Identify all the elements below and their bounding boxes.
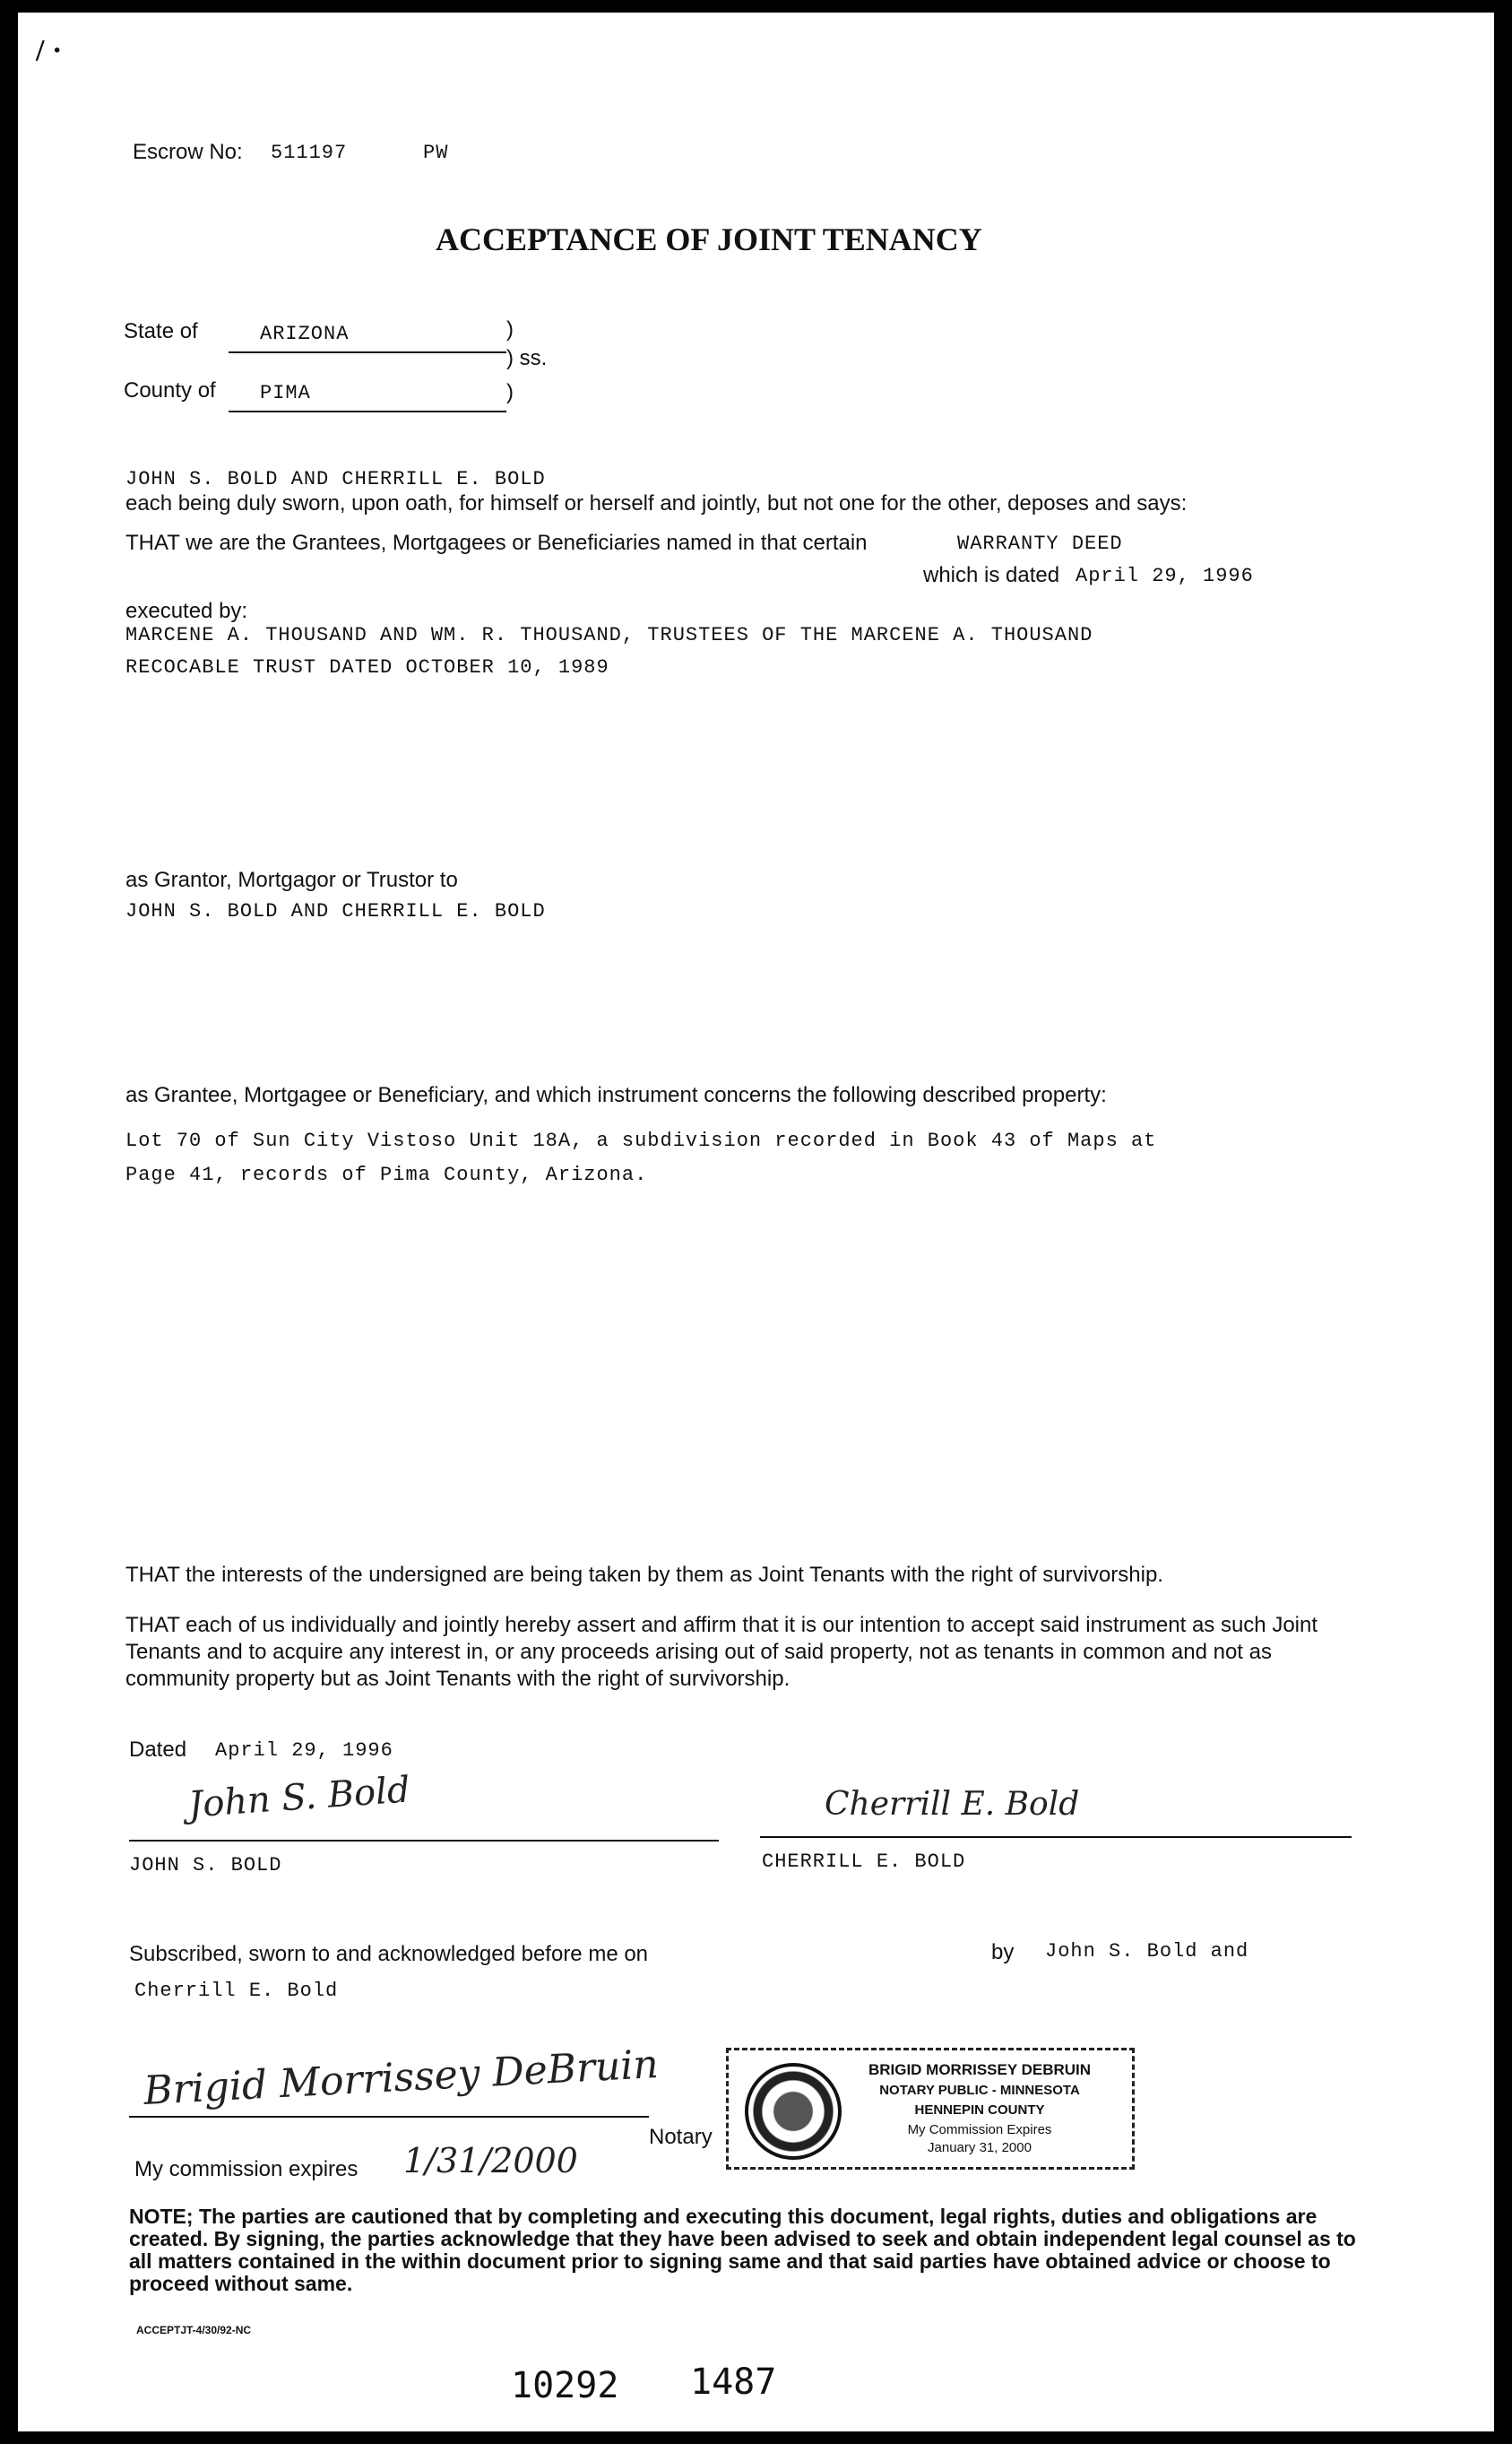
by-names-1: John S. Bold and [1045, 1940, 1249, 1963]
that-text: THAT we are the Grantees, Mortgagees or Beneficiaries named in that certain [125, 531, 868, 555]
executed-line-2: RECOCABLE TRUST DATED OCTOBER 10, 1989 [125, 656, 609, 679]
county-value: PIMA [260, 382, 311, 404]
affiant-names: JOHN S. BOLD AND CHERRILL E. BOLD [125, 468, 546, 490]
right-signature-line [760, 1836, 1352, 1838]
escrow-number: 511197 [271, 142, 348, 164]
left-signer-name: JOHN S. BOLD [129, 1854, 282, 1876]
grantee-names: JOHN S. BOLD AND CHERRILL E. BOLD [125, 900, 546, 923]
grantor-label: as Grantor, Mortgagor or Trustor to [125, 868, 458, 892]
commission-label: My commission expires [134, 2157, 359, 2181]
executed-line-1: MARCENE A. THOUSAND AND WM. R. THOUSAND, TRUSTEES OF THE MARCENE A. THOUSAND [125, 624, 1093, 646]
john-bold-signature: John S. Bold [186, 1769, 411, 1826]
notary-stamp [726, 2048, 1135, 2170]
notary-seal-icon [745, 2063, 842, 2160]
legal-note: NOTE; The parties are cautioned that by completing and executing this document, legal rights, duties and obligations are created. By signing, the parties acknowledge that they have been advised to seek and obtain independent legal counsel as to all matters contained in the within document prior to signing same and that said parties have obtained advice or choose to proceed without same. [129, 2205, 1356, 2295]
corner-mark: / · [36, 34, 63, 67]
county-line [229, 411, 506, 412]
dated-signature-label: Dated [129, 1738, 187, 1762]
escrow-label: Escrow No: [133, 140, 243, 164]
state-line [229, 351, 506, 353]
notary-signature-line [129, 2116, 649, 2118]
stamp-line-4: January 31, 2000 [928, 2140, 1032, 2155]
property-label: as Grantee, Mortgagee or Beneficiary, and which instrument concerns the following described property: [125, 1083, 1107, 1107]
venue-ss: ) ss. [506, 346, 548, 370]
assert-clause: THAT each of us individually and jointly hereby assert and affirm that it is our intention to accept said instrument as such Joint Tenants and to acquire any interest in, or any proceeds arising out of said property, not as tenants in common and not as community property but as Joint Tenants with the right of survivorship. [125, 1613, 1318, 1691]
notary-label: Notary [649, 2125, 713, 2149]
form-code: ACCEPTJT-4/30/92-NC [136, 2324, 252, 2336]
executed-label: executed by: [125, 599, 248, 623]
venue-paren-1: ) [506, 317, 514, 342]
dated-signature-value: April 29, 1996 [215, 1739, 393, 1762]
property-line-1: Lot 70 of Sun City Vistoso Unit 18A, a subdivision recorded in Book 43 of Maps at [125, 1130, 1157, 1152]
instrument-type: WARRANTY DEED [957, 533, 1123, 555]
record-number-1: 10292 [511, 2365, 619, 2406]
document-page [18, 13, 1494, 2431]
state-value: ARIZONA [260, 323, 350, 345]
stamp-line-2: HENNEPIN COUNTY [914, 2102, 1045, 2118]
instrument-date: April 29, 1996 [1076, 565, 1254, 587]
dated-label: which is dated [923, 563, 1060, 587]
interest-clause: THAT the interests of the undersigned are being taken by them as Joint Tenants with the right of survivorship. [125, 1563, 1163, 1587]
escrow-initials: PW [423, 142, 449, 164]
by-label: by [991, 1940, 1015, 1964]
property-line-2: Page 41, records of Pima County, Arizona. [125, 1164, 648, 1186]
subscribed-text: Subscribed, sworn to and acknowledged before me on [129, 1942, 649, 1966]
notary-signature: Brigid Morrissey DeBruin [143, 2041, 660, 2115]
venue-paren-2: ) [506, 380, 514, 404]
record-number-2: 1487 [690, 2362, 777, 2403]
document-title: ACCEPTANCE OF JOINT TENANCY [436, 221, 982, 257]
left-signature-line [129, 1840, 719, 1842]
sworn-text: each being duly sworn, upon oath, for himself or herself and jointly, but not one for the other, deposes and says: [125, 491, 1188, 516]
by-names-2: Cherrill E. Bold [134, 1980, 339, 2002]
right-signer-name: CHERRILL E. BOLD [762, 1850, 966, 1873]
stamp-line-1: NOTARY PUBLIC - MINNESOTA [879, 2083, 1080, 2098]
stamp-line-3: My Commission Expires [907, 2122, 1052, 2137]
state-label: State of [124, 319, 198, 343]
county-label: County of [124, 378, 216, 403]
cherrill-bold-signature: Cherrill E. Bold [825, 1786, 1080, 1823]
stamp-name: BRIGID MORRISSEY DEBRUIN [868, 2061, 1092, 2078]
commission-expiry: 1/31/2000 [403, 2141, 578, 2180]
